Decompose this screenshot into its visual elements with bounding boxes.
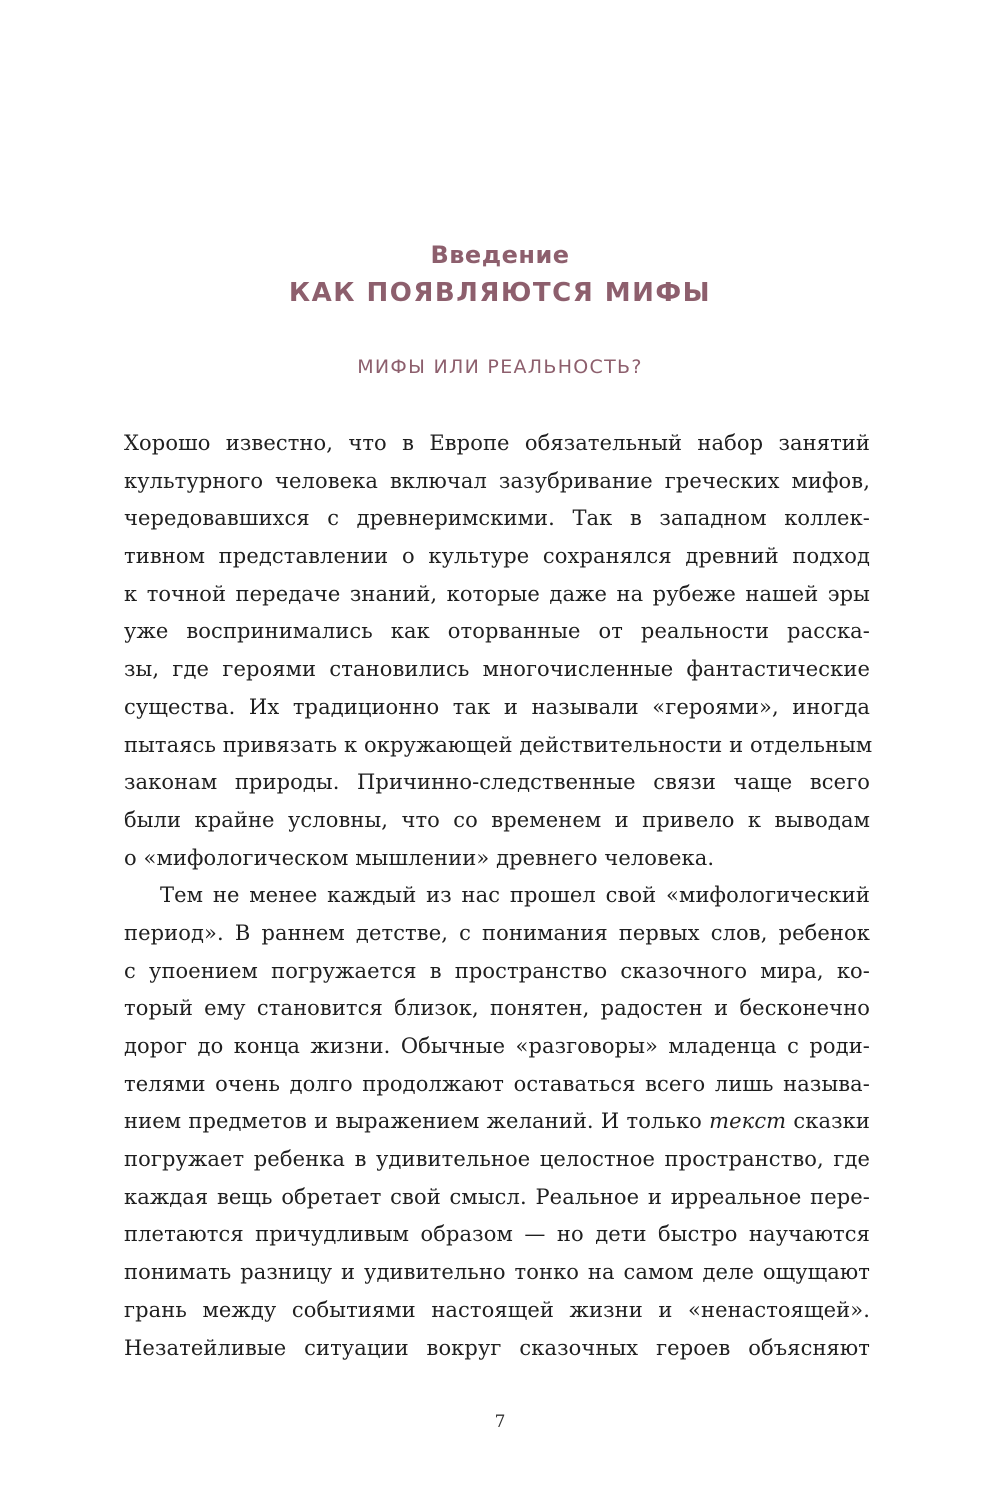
text-line: чередовавшихся с древнеримскими. Так в западном коллек- (124, 506, 870, 531)
italic-word: текст (709, 1109, 787, 1134)
body-text (124, 425, 873, 1367)
text-line: к точной передаче знаний, которые даже на рубеже нашей эры (124, 581, 870, 606)
text-line: каждая вещь обретает свой смысл. Реальное и ирреальное пере- (124, 1184, 870, 1209)
text-segment: нием предметов и выражением желаний. И только (124, 1109, 710, 1134)
text-line: зы, где героями становились многочисленные фантастические (124, 657, 870, 682)
section-heading: МИФЫ ИЛИ РЕАЛЬНОСТЬ? (357, 356, 643, 378)
text-line: культурного человека включал зазубривание греческих мифов, (124, 468, 870, 493)
text-line: уже воспринимались как оторванные от реальности расска- (124, 619, 870, 644)
text-line: существа. Их традиционно так и называли «героями», иногда (124, 694, 870, 719)
chapter-label: Введение (430, 241, 570, 269)
text-line: грань между событиями настоящей жизни и «ненастоящей». (124, 1297, 870, 1322)
text-line-mixed (124, 1103, 870, 1141)
text-line: дорог до конца жизни. Обычные «разговоры» младенца с роди- (124, 1034, 870, 1058)
text-line: были крайне условны, что со временем и привело к выводам (124, 807, 870, 832)
chapter-title: КАК ПОЯВЛЯЮТСЯ МИФЫ (288, 278, 712, 308)
text-line: о «мифологическом мышлении» древнего человека. (124, 845, 715, 870)
text-line: плетаются причудливым образом — но дети быстро научаются (124, 1222, 870, 1247)
page-number: 7 (494, 1412, 506, 1432)
text-line: пытаясь привязать к окружающей действительности и отдельным (124, 732, 873, 757)
text-line: понимать разницу и удивительно тонко на самом деле ощущают (124, 1260, 870, 1285)
text-segment: сказки (786, 1109, 870, 1134)
text-line: законам природы. Причинно-следственные связи чаще всего (124, 770, 870, 795)
text-line: тивном представлении о культуре сохранялся древний подход (124, 544, 870, 569)
text-line: с упоением погружается в пространство сказочного мира, ко- (124, 958, 870, 983)
text-line: погружает ребенка в удивительное целостное пространство, где (124, 1147, 870, 1172)
text-line: Хорошо известно, что в Европе обязательный набор занятий (124, 431, 870, 455)
text-line: Незатейливые ситуации вокруг сказочных героев объясняют (124, 1335, 870, 1360)
text-line: период». В раннем детстве, с понимания первых слов, ребенок (124, 920, 870, 945)
text-line: Тем не менее каждый из нас прошел свой «мифологический (160, 883, 870, 908)
text-line: торый ему становится близок, понятен, радостен и бесконечно (124, 996, 870, 1021)
text-line: телями очень долго продолжают оставаться всего лишь называ- (124, 1071, 870, 1096)
